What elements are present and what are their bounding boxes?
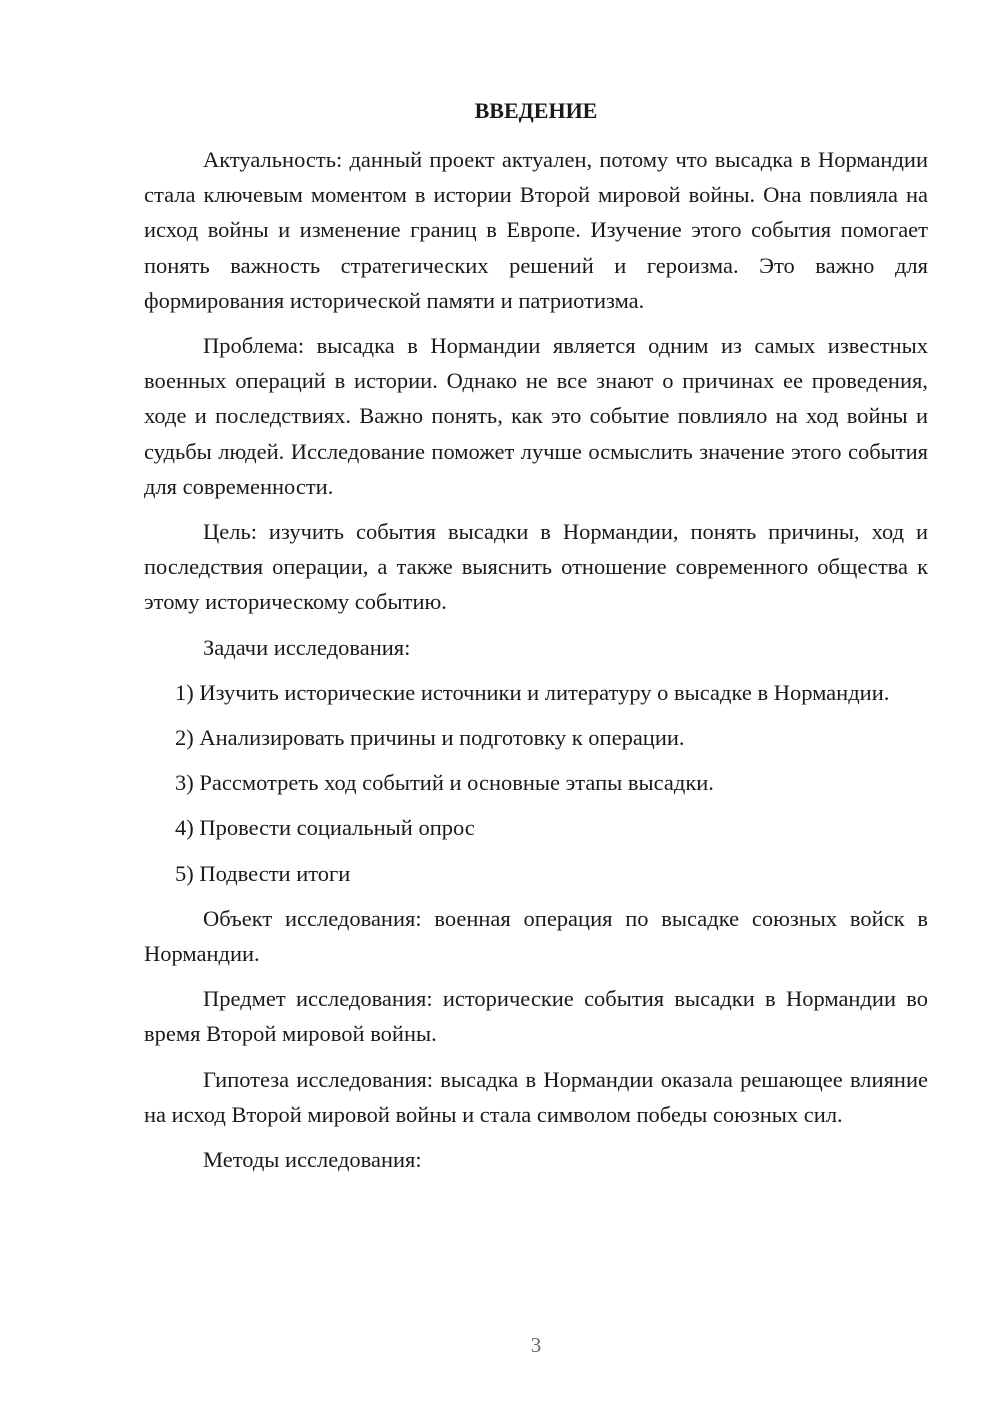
task-item-1: 1) Изучить исторические источники и литературу о высадке в Нормандии. xyxy=(175,679,890,705)
paragraph-methods: Методы исследования: xyxy=(203,1147,422,1173)
paragraph-problem: Проблема: высадка в Нормандии является одним из самых известных военных операций в истории. Однако не все знают о причинах ее проведения, ходе и последствиях. Важно понять, как это событие повлияло на ход войны и судьбы людей. Исследование поможет лучше осмыслить значение этого события для современности. xyxy=(144,333,928,499)
paragraph-goal: Цель: изучить события высадки в Нормандии, понять причины, ход и последствия операции, а также выяснить отношение современного общества к этому историческому событию. xyxy=(144,519,928,615)
paragraph-subject: Предмет исследования: исторические события высадки в Нормандии во время Второй мировой войны. xyxy=(144,986,928,1047)
task-item-2: 2) Анализировать причины и подготовку к операции. xyxy=(175,725,685,751)
paragraph-object: Объект исследования: военная операция по высадке союзных войск в Нормандии. xyxy=(144,905,928,967)
task-item-3: 3) Рассмотреть ход событий и основные этапы высадки. xyxy=(175,770,714,796)
page-number: 3 xyxy=(530,1333,542,1357)
paragraph-hypothesis: Гипотеза исследования: высадка в Нормандии оказала решающее влияние на исход Второй мировой войны и стала символом победы союзных сил. xyxy=(144,1066,928,1127)
document-page xyxy=(144,95,928,1187)
paragraph-relevance: Актуальность: данный проект актуален, потому что высадка в Нормандии стала ключевым моментом в истории Второй мировой войны. Она повлияла на исход войны и изменение границ в Европе. Изучение этого события помогает понять важность стратегических решений и героизма. Это важно для формирования исторической памяти и патриотизма. xyxy=(144,147,928,313)
paragraph-tasks-heading: Задачи исследования: xyxy=(203,634,411,660)
task-item-5: 5) Подвести итоги xyxy=(175,860,351,886)
task-item-4: 4) Провести социальный опрос xyxy=(175,815,475,841)
page-title: ВВЕДЕНИЕ xyxy=(474,98,598,123)
